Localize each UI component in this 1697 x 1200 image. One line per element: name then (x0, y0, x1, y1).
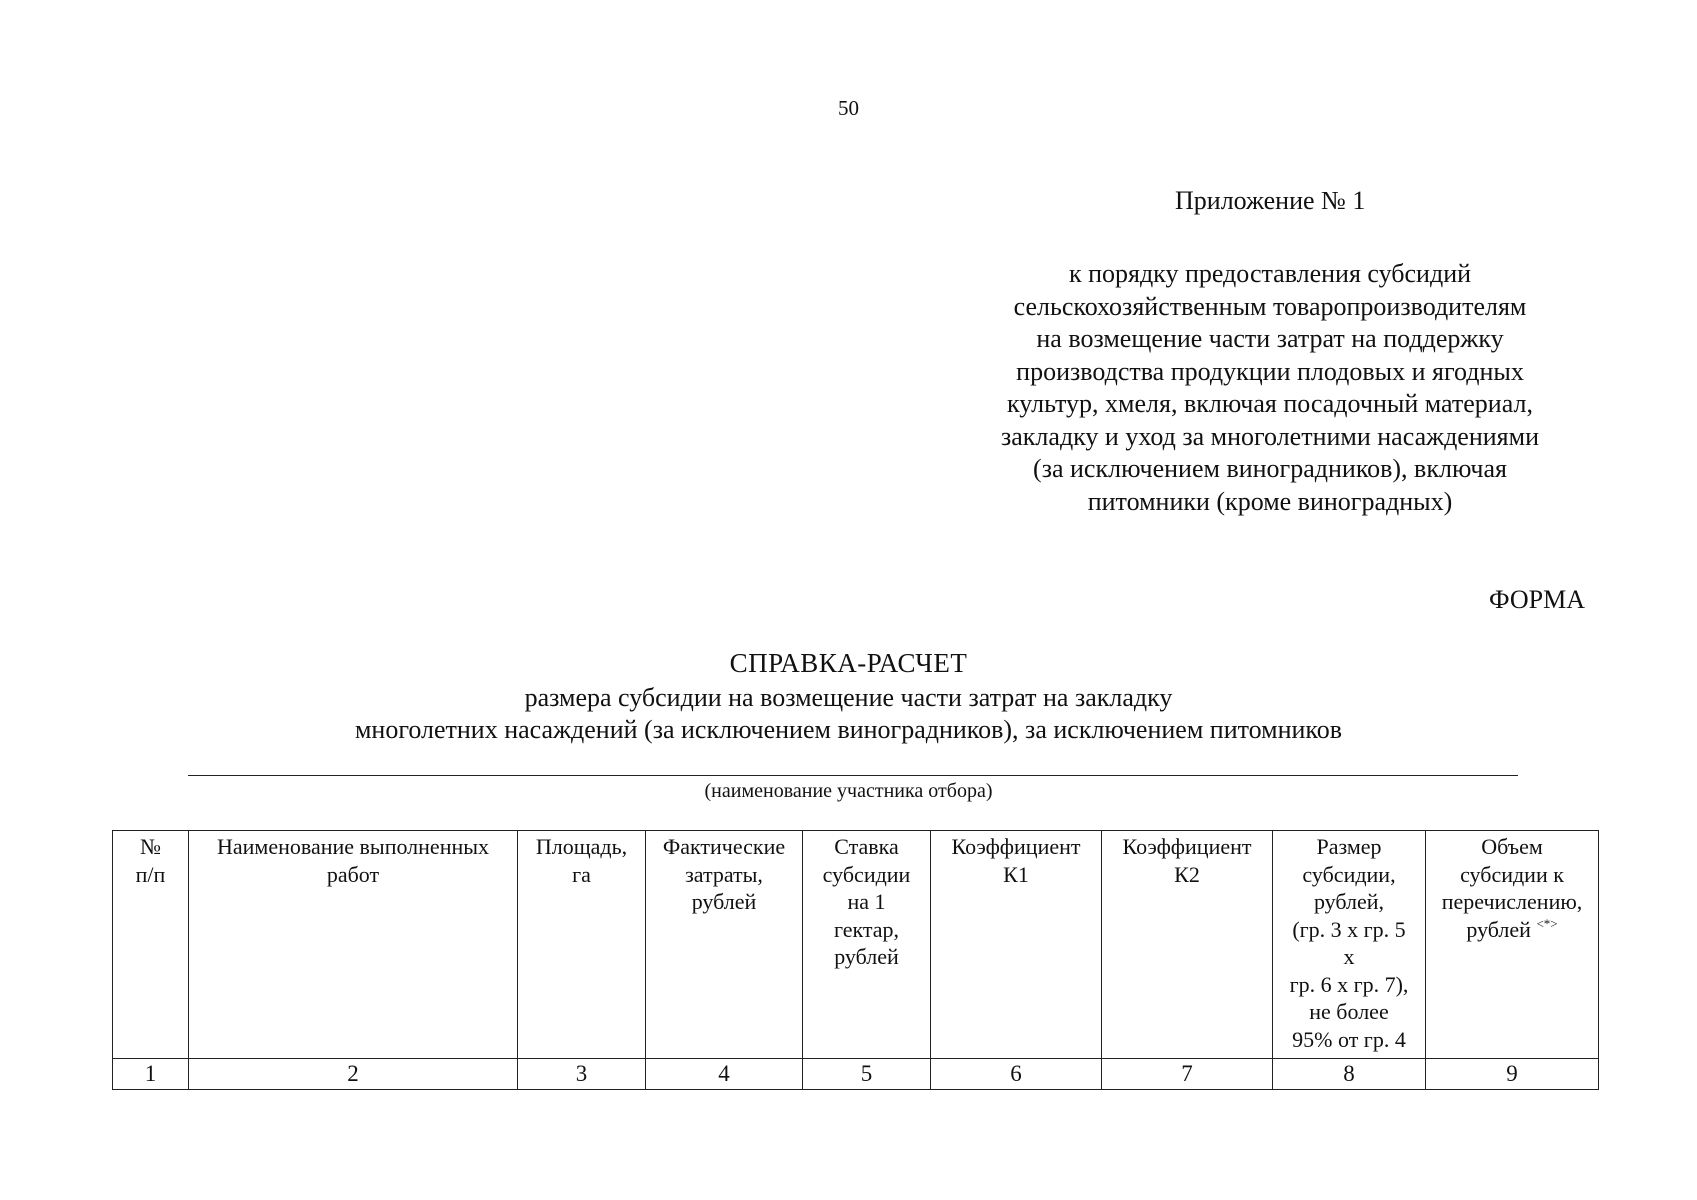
header-text: субсидии, (1302, 861, 1396, 887)
header-text: не более (1309, 999, 1389, 1024)
appendix-description-line: культур, хмеля, включая посадочный материал, (1007, 389, 1533, 418)
header-row-number (113, 831, 189, 1059)
appendix-description-line: закладку и уход за многолетними насаждениями (1000, 421, 1539, 451)
appendix-title: Приложение № 1 (1175, 186, 1366, 215)
column-number: 6 (931, 1059, 1102, 1090)
header-text: субсидии (822, 861, 911, 887)
header-text: рублей (691, 889, 757, 914)
document-subtitle-line: размера субсидии на возмещение части затрат на закладку (524, 683, 1173, 712)
column-number: 4 (646, 1059, 803, 1090)
header-text: Площадь, (535, 834, 628, 859)
appendix-description-line: на возмещение части затрат на поддержку (1036, 324, 1504, 353)
header-text: Наименование выполненных (216, 834, 490, 859)
header-text: Размер (1316, 834, 1382, 859)
header-text: Фактические (662, 834, 786, 859)
header-coefficient-k2 (1102, 831, 1273, 1059)
column-number: 1 (113, 1059, 189, 1090)
header-text: № (140, 834, 161, 859)
header-text: рублей (834, 944, 899, 969)
participant-caption: (наименование участника отбора) (704, 780, 993, 802)
table-header-row (113, 831, 1599, 1059)
header-work-name (189, 831, 518, 1059)
column-number: 7 (1102, 1059, 1273, 1090)
column-number: 5 (803, 1059, 931, 1090)
header-text: работ (326, 861, 380, 887)
appendix-description-line: (за исключением виноградников), включая (1033, 454, 1507, 483)
header-area (518, 831, 646, 1059)
header-subsidy-rate (803, 831, 931, 1059)
header-subsidy-amount (1273, 831, 1426, 1059)
appendix-description-line: сельскохозяйственным товаропроизводителям (1013, 291, 1527, 321)
column-number: 2 (189, 1059, 518, 1090)
column-number: 9 (1426, 1059, 1599, 1090)
header-text: субсидии к (1460, 861, 1564, 887)
header-text: Коэффициент (1122, 834, 1252, 859)
header-text: рублей (1466, 916, 1531, 942)
header-text: гр. 6 x гр. 7), (1289, 971, 1409, 997)
header-text: Коэффициент (951, 834, 1081, 859)
appendix-description-line: питомники (кроме виноградных) (1087, 486, 1453, 516)
document-subtitle (0, 682, 1697, 746)
appendix-description-line: к порядку предоставления субсидий (1068, 259, 1472, 288)
footnote-marker: <*> (1536, 915, 1558, 931)
header-text: x (1343, 944, 1355, 969)
header-text: п/п (135, 861, 166, 887)
document-subtitle-line: многолетних насаждений (за исключением виноградников), за исключением питомников (354, 715, 1343, 744)
form-label: ФОРМА (1489, 585, 1585, 614)
header-text: га (572, 861, 591, 887)
header-text: Объем (1481, 834, 1543, 859)
header-actual-costs (646, 831, 803, 1059)
header-coefficient-k1 (931, 831, 1102, 1059)
column-numbers-row (113, 1059, 1599, 1090)
column-number: 8 (1273, 1059, 1426, 1090)
header-text: затраты, (685, 861, 763, 887)
header-subsidy-transfer-volume (1426, 831, 1599, 1059)
appendix-description-line: производства продукции плодовых и ягодных (1016, 356, 1524, 386)
header-text: гектар, (833, 916, 900, 942)
header-text: 95% от гр. 4 (1292, 1026, 1406, 1052)
column-number: 3 (518, 1059, 646, 1090)
header-text: (гр. 3 x гр. 5 (1292, 916, 1406, 942)
header-text: К1 (1003, 861, 1029, 887)
header-text: рублей, (1313, 889, 1385, 914)
header-text: перечислению, (1441, 889, 1583, 914)
participant-name-line (188, 775, 1518, 776)
header-text: на 1 (847, 889, 886, 914)
document-title: СПРАВКА-РАСЧЕТ (729, 648, 968, 678)
header-text: К2 (1174, 861, 1200, 887)
calculation-table (112, 830, 1599, 1090)
header-text-with-footnote (1428, 916, 1596, 944)
appendix-description (975, 258, 1565, 518)
page-number: 50 (838, 96, 859, 120)
header-text: Ставка (834, 834, 899, 859)
